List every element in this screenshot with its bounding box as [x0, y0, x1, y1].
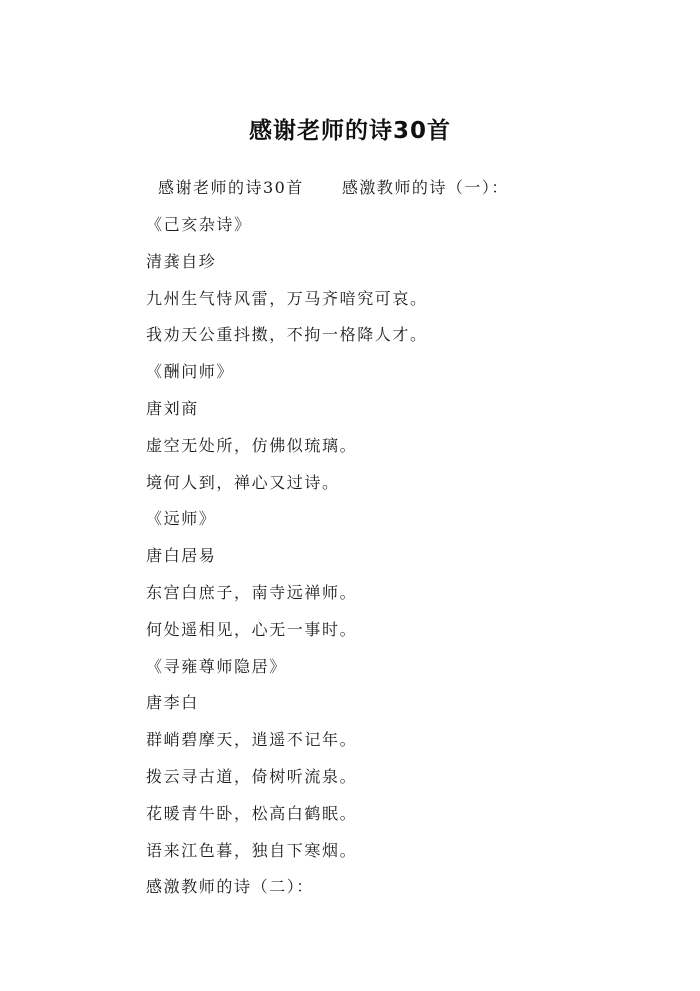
section-heading: 感激教师的诗（二）：: [146, 877, 315, 897]
poem-line: 花暖青牛卧，松高白鹤眠。: [146, 803, 358, 823]
poem-author: 唐白居易: [146, 546, 217, 566]
intro-section-heading: 感激教师的诗（一）：: [341, 178, 509, 197]
poem-title: 《寻雍尊师隐居》: [146, 656, 287, 676]
poem-author: 唐李白: [146, 693, 199, 713]
poem-author: 唐刘商: [146, 398, 199, 418]
poem-line: 语来江色暮，独自下寒烟。: [146, 840, 358, 860]
page-title: 感谢老师的诗30首: [248, 118, 451, 144]
poem-title: 《酬问师》: [146, 362, 235, 382]
poem-line: 我劝天公重抖擞，不拘一格降人才。: [146, 325, 428, 345]
intro-line: [158, 175, 509, 198]
poem-line: 虚空无处所，仿佛似琉璃。: [146, 435, 358, 455]
poem-list: [146, 212, 646, 911]
poem-line: 何处遥相见，心无一事时。: [146, 619, 358, 639]
poem-author: 清龚自珍: [146, 251, 217, 271]
poem-title: 《远师》: [146, 509, 217, 529]
poem-line: 九州生气恃风雷，万马齐喑究可哀。: [146, 288, 428, 308]
intro-title: 感谢老师的诗30首: [158, 178, 304, 197]
poem-line: 境何人到，禅心又过诗。: [146, 472, 340, 492]
poem-line: 群峭碧摩天，逍遥不记年。: [146, 730, 358, 750]
poem-line: 东宫白庶子，南寺远禅师。: [146, 582, 358, 602]
poem-title: 《己亥杂诗》: [146, 215, 252, 234]
poem-line: 拨云寻古道，倚树听流泉。: [146, 766, 358, 786]
